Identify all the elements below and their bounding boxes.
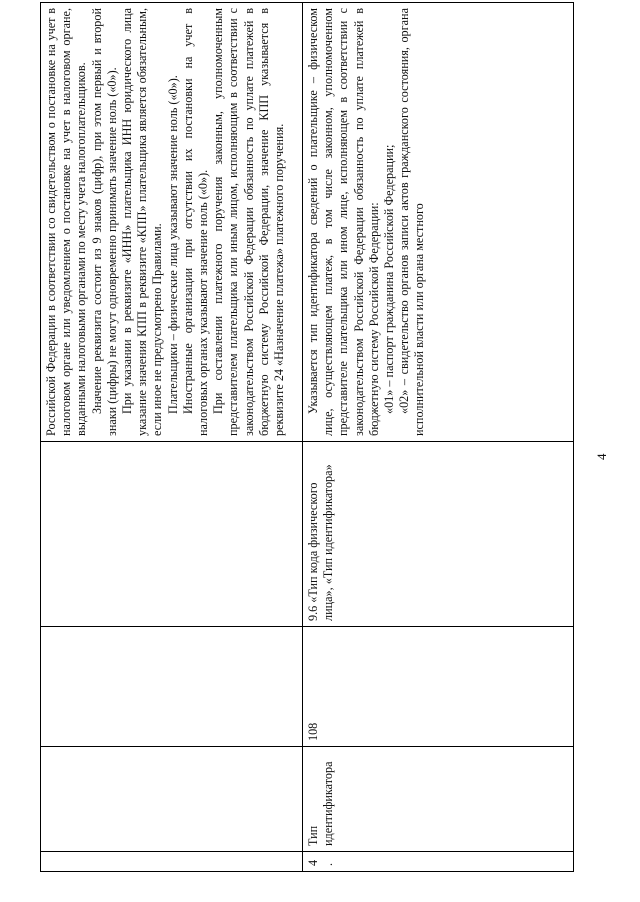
requisite-code: 108 [303, 627, 574, 747]
table-cell-description [41, 3, 303, 442]
table-cell-field [41, 442, 303, 627]
table-row [303, 3, 574, 872]
row-number: 4. [303, 852, 574, 872]
paragraph: «02» – свидетельство органов записи актов гражданского состояния, органа исполнительной власти или органа местного [397, 8, 427, 436]
requisite-field: 9.6 «Тип кода физического лица», «Тип идентификатора» [303, 442, 574, 627]
table-cell-name [41, 747, 303, 852]
paragraph: «01» – паспорт гражданина Российской Федерации; [382, 144, 397, 414]
table-cell-description [303, 3, 574, 442]
paragraph: Значение реквизита состоит из 9 знаков (цифр), при этом первый и второй знаки (цифры) не могут одновременно принимать значение ноль («0»). [89, 8, 119, 436]
requisites-table [40, 2, 574, 872]
paragraph: Российской Федерации в соответствии со свидетельством о постановке на учет в налоговом органе или уведомлением о постановке на учет в налоговом органе, выданными налоговыми органами по месту учета налогоплательщиков. [44, 8, 89, 436]
table-cell-number [41, 852, 303, 872]
table-cell-code [41, 627, 303, 747]
page-number: 4 [594, 453, 609, 460]
paragraph: Плательщики – физические лица указывают значение ноль («0»). [165, 75, 180, 414]
table-row [41, 3, 303, 872]
paragraph: При составлении платежного поручения законным, уполномоченным представителем плательщика или иным лицом, исполняющим в соответствии с законодательством Российской Федерации обязанность по уплате платежей в бюджетную систему Российской Федерации, значение КПП указывается в реквизите 24 «Назначение платежа» платежного поручения. [211, 8, 287, 436]
paragraph: Иностранные организации при отсутствии их постановки на учет в налоговых органах указывают значение ноль («0»). [180, 8, 211, 436]
paragraph: При указании в реквизите «ИНН» плательщика ИНН юридического лица указание значения КПП в реквизите «КПП» плательщика является обязательным, если иное не предусмотрено Правилами. [120, 8, 165, 436]
requisite-name: Тип идентификатора [303, 747, 574, 852]
paragraph: Указывается тип идентификатора сведений о плательщике – физическом лице, осуществляющем платеж, в том числе законном, уполномоченном представителе плательщика или ином лице, исполняющем в соответствии с законодательством Российской Федерации обязанность по уплате платежей в бюджетную систему Российской Федерации: [306, 8, 381, 436]
